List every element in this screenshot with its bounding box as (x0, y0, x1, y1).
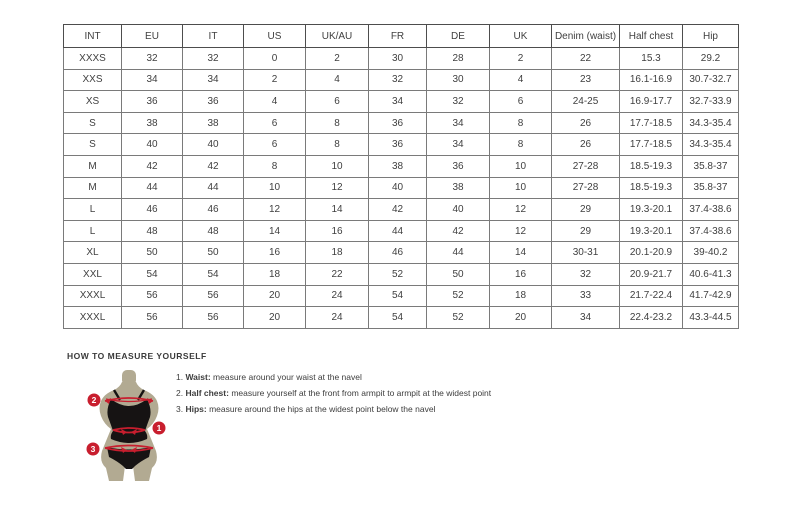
size-cell: XXS (64, 69, 122, 91)
size-cell: 50 (183, 242, 244, 264)
size-cell: 32 (552, 263, 620, 285)
size-cell: 44 (427, 242, 490, 264)
table-row (64, 134, 739, 156)
measure-instruction-waist (176, 373, 491, 382)
table-row (64, 155, 739, 177)
size-cell: 22 (306, 263, 369, 285)
size-cell: 17.7-18.5 (620, 112, 683, 134)
size-cell: 42 (122, 155, 183, 177)
size-cell: 18 (490, 285, 552, 307)
size-cell: 40.6-41.3 (683, 263, 739, 285)
size-cell: 18.5-19.3 (620, 177, 683, 199)
table-row (64, 307, 739, 329)
size-cell: 29 (552, 199, 620, 221)
size-cell: 16 (244, 242, 306, 264)
size-cell: 41.7-42.9 (683, 285, 739, 307)
size-cell: 2 (244, 69, 306, 91)
measure-instruction-hips (176, 405, 491, 414)
table-row (64, 199, 739, 221)
instruction-text: measure around your waist at the navel (213, 372, 362, 382)
size-cell: 52 (369, 263, 427, 285)
measure-instructions-list (176, 373, 491, 421)
size-cell: 30 (369, 48, 427, 70)
size-cell: 8 (306, 112, 369, 134)
size-cell: L (64, 220, 122, 242)
header-row (64, 25, 739, 48)
size-cell: 10 (490, 177, 552, 199)
size-cell: 39-40.2 (683, 242, 739, 264)
size-cell: 16.1-16.9 (620, 69, 683, 91)
size-cell: 20.1-20.9 (620, 242, 683, 264)
column-header: UK (490, 25, 552, 48)
size-cell: XXL (64, 263, 122, 285)
size-cell: 30 (427, 69, 490, 91)
size-cell: 16.9-17.7 (620, 91, 683, 113)
column-header: EU (122, 25, 183, 48)
measure-instruction-half-chest (176, 389, 491, 398)
badge-number: 1 (156, 423, 162, 433)
instruction-number: 2. (176, 388, 184, 398)
size-cell: 8 (244, 155, 306, 177)
table-row (64, 69, 739, 91)
size-cell: 0 (244, 48, 306, 70)
table-row (64, 285, 739, 307)
size-cell: 4 (490, 69, 552, 91)
size-cell: 8 (306, 134, 369, 156)
size-cell: 32 (122, 48, 183, 70)
badge-number: 2 (91, 395, 97, 405)
size-cell: 29.2 (683, 48, 739, 70)
size-cell: 50 (427, 263, 490, 285)
size-cell: 46 (183, 199, 244, 221)
size-cell: 32 (427, 91, 490, 113)
size-cell: 24 (306, 307, 369, 329)
size-cell: 56 (183, 307, 244, 329)
size-cell: 12 (490, 199, 552, 221)
instruction-number: 1. (176, 372, 184, 382)
size-cell: 26 (552, 112, 620, 134)
column-header: INT (64, 25, 122, 48)
size-cell: S (64, 134, 122, 156)
size-cell: 52 (427, 307, 490, 329)
size-cell: 40 (122, 134, 183, 156)
measure-heading: HOW TO MEASURE YOURSELF (67, 351, 207, 361)
measure-badge-half-chest (88, 394, 101, 407)
size-cell: M (64, 155, 122, 177)
size-cell: 6 (490, 91, 552, 113)
size-cell: 2 (306, 48, 369, 70)
size-cell: 16 (490, 263, 552, 285)
size-cell: 34.3-35.4 (683, 112, 739, 134)
size-cell: 48 (122, 220, 183, 242)
size-cell: 54 (122, 263, 183, 285)
size-cell: 14 (306, 199, 369, 221)
size-cell: 26 (552, 134, 620, 156)
size-cell: 23 (552, 69, 620, 91)
size-cell: 50 (122, 242, 183, 264)
size-cell: 12 (306, 177, 369, 199)
table-row (64, 242, 739, 264)
size-cell: 38 (427, 177, 490, 199)
instruction-label: Waist: (185, 372, 211, 382)
column-header: DE (427, 25, 490, 48)
size-cell: 12 (244, 199, 306, 221)
size-cell: 34 (427, 134, 490, 156)
size-cell: 32.7-33.9 (683, 91, 739, 113)
size-cell: 38 (122, 112, 183, 134)
instruction-text: measure around the hips at the widest point below the navel (209, 404, 436, 414)
size-cell: 10 (244, 177, 306, 199)
size-cell: 14 (490, 242, 552, 264)
measure-badge-waist (153, 422, 166, 435)
table-row (64, 220, 739, 242)
size-cell: 12 (490, 220, 552, 242)
size-cell: XXXL (64, 285, 122, 307)
instruction-number: 3. (176, 404, 184, 414)
size-cell: 42 (427, 220, 490, 242)
size-cell: 37.4-38.6 (683, 199, 739, 221)
size-cell: 8 (490, 112, 552, 134)
size-cell: XS (64, 91, 122, 113)
size-cell: 56 (122, 307, 183, 329)
size-cell: 42 (369, 199, 427, 221)
size-cell: 27-28 (552, 177, 620, 199)
size-cell: 34 (369, 91, 427, 113)
column-header: IT (183, 25, 244, 48)
column-header: Hip (683, 25, 739, 48)
size-cell: 14 (244, 220, 306, 242)
size-cell: 56 (183, 285, 244, 307)
size-cell: 6 (306, 91, 369, 113)
size-cell: 27-28 (552, 155, 620, 177)
size-cell: 19.3-20.1 (620, 199, 683, 221)
size-cell: 44 (369, 220, 427, 242)
column-header: UK/AU (306, 25, 369, 48)
measure-badge-hips (87, 443, 100, 456)
table-row (64, 91, 739, 113)
size-cell: 22 (552, 48, 620, 70)
size-cell: 36 (369, 134, 427, 156)
size-cell: 6 (244, 112, 306, 134)
size-cell: L (64, 199, 122, 221)
size-cell: 10 (490, 155, 552, 177)
size-cell: 6 (244, 134, 306, 156)
size-cell: 54 (183, 263, 244, 285)
size-cell: 36 (122, 91, 183, 113)
size-cell: 15.3 (620, 48, 683, 70)
size-cell: 43.3-44.5 (683, 307, 739, 329)
size-cell: 40 (183, 134, 244, 156)
size-cell: 34 (427, 112, 490, 134)
size-cell: XXXL (64, 307, 122, 329)
size-cell: 35.8-37 (683, 155, 739, 177)
size-cell: 38 (369, 155, 427, 177)
size-cell: 54 (369, 307, 427, 329)
mannequin-illustration-icon (83, 369, 175, 485)
size-cell: 38 (183, 112, 244, 134)
size-cell: 40 (427, 199, 490, 221)
size-cell: 44 (183, 177, 244, 199)
instruction-label: Hips: (185, 404, 207, 414)
size-cell: 48 (183, 220, 244, 242)
column-header: US (244, 25, 306, 48)
size-cell: 32 (369, 69, 427, 91)
size-cell: 17.7-18.5 (620, 134, 683, 156)
size-cell: 20 (244, 285, 306, 307)
size-cell: 28 (427, 48, 490, 70)
size-cell: 10 (306, 155, 369, 177)
size-cell: 19.3-20.1 (620, 220, 683, 242)
size-cell: 34 (552, 307, 620, 329)
size-cell: 36 (427, 155, 490, 177)
table-row (64, 112, 739, 134)
size-cell: 21.7-22.4 (620, 285, 683, 307)
size-cell: 40 (369, 177, 427, 199)
size-cell: 16 (306, 220, 369, 242)
size-cell: 20 (244, 307, 306, 329)
badge-number: 3 (90, 444, 96, 454)
size-cell: 46 (369, 242, 427, 264)
size-cell: XL (64, 242, 122, 264)
column-header: Half chest (620, 25, 683, 48)
mannequin-figure (83, 369, 175, 485)
size-cell: 34 (183, 69, 244, 91)
column-header: FR (369, 25, 427, 48)
size-cell: 4 (244, 91, 306, 113)
size-cell: 4 (306, 69, 369, 91)
size-cell: 24-25 (552, 91, 620, 113)
size-cell: 2 (490, 48, 552, 70)
size-cell: XXXS (64, 48, 122, 70)
size-cell: 37.4-38.6 (683, 220, 739, 242)
size-cell: 22.4-23.2 (620, 307, 683, 329)
size-cell: 34.3-35.4 (683, 134, 739, 156)
size-cell: 54 (369, 285, 427, 307)
table-row (64, 177, 739, 199)
size-cell: 18.5-19.3 (620, 155, 683, 177)
size-cell: 36 (183, 91, 244, 113)
size-cell: 56 (122, 285, 183, 307)
size-cell: 44 (122, 177, 183, 199)
size-cell: 29 (552, 220, 620, 242)
size-chart-table (63, 24, 739, 329)
size-cell: 24 (306, 285, 369, 307)
size-cell: 30.7-32.7 (683, 69, 739, 91)
size-cell: 33 (552, 285, 620, 307)
size-cell: 20.9-21.7 (620, 263, 683, 285)
size-cell: 18 (306, 242, 369, 264)
size-cell: M (64, 177, 122, 199)
size-cell: 18 (244, 263, 306, 285)
size-cell: 32 (183, 48, 244, 70)
size-cell: 46 (122, 199, 183, 221)
size-cell: 42 (183, 155, 244, 177)
column-header: Denim (waist) (552, 25, 620, 48)
size-cell: 8 (490, 134, 552, 156)
size-cell: 52 (427, 285, 490, 307)
table-row (64, 263, 739, 285)
size-cell: 35.8-37 (683, 177, 739, 199)
size-cell: 36 (369, 112, 427, 134)
size-cell: 20 (490, 307, 552, 329)
size-cell: 30-31 (552, 242, 620, 264)
size-cell: 34 (122, 69, 183, 91)
instruction-label: Half chest: (185, 388, 229, 398)
instruction-text: measure yourself at the front from armpit to armpit at the widest point (231, 388, 492, 398)
size-cell: S (64, 112, 122, 134)
table-row (64, 48, 739, 70)
